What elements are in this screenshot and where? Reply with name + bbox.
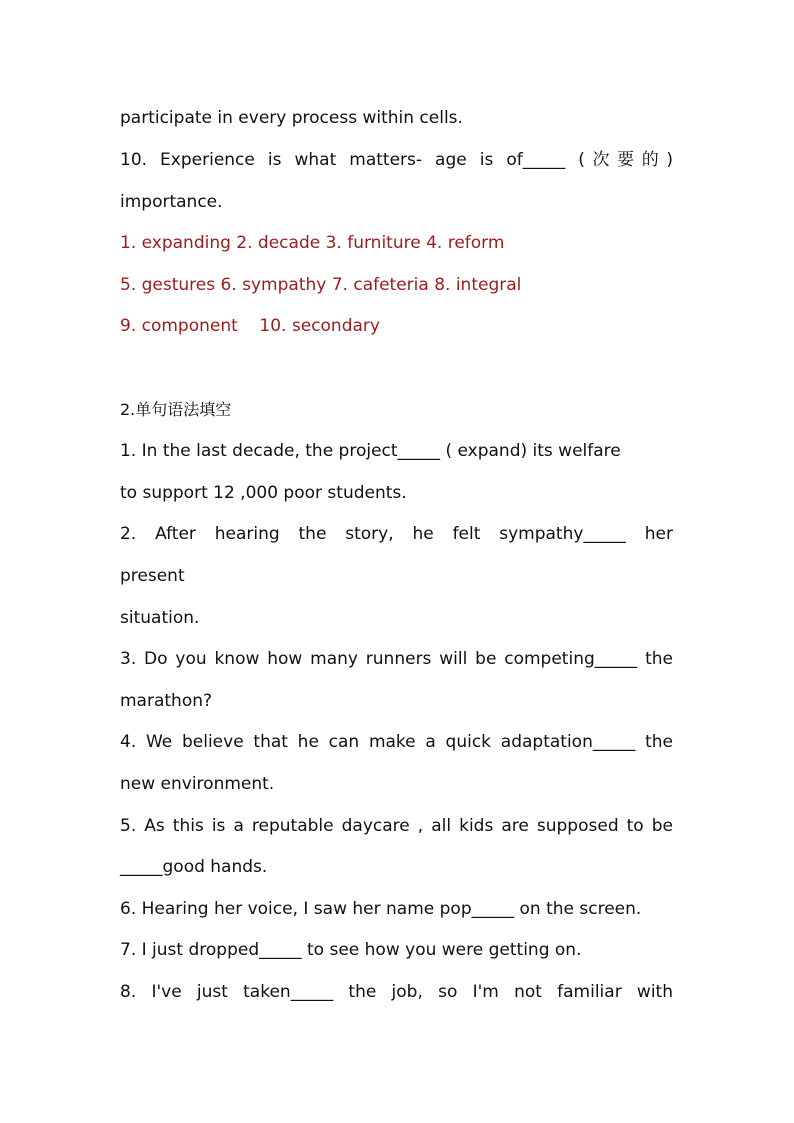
question-3-cont: marathon? (120, 691, 213, 711)
question-4-cont: new environment. (120, 774, 275, 794)
text-line: participate in every process within cells. (120, 108, 463, 128)
question-2-cont: situation. (120, 608, 200, 628)
question-2: 2. After hearing the story, he felt sympathy_____ her (120, 524, 673, 544)
text-line: importance. (120, 192, 223, 212)
question-7: 7. I just dropped_____ to see how you were getting on. (120, 940, 582, 960)
question-6: 6. Hearing her voice, I saw her name pop_____ on the screen. (120, 899, 642, 919)
question-2-cont: present (120, 566, 185, 586)
question-8: 8. I've just taken_____ the job, so I'm not familiar with (120, 982, 673, 1002)
question-10: 10. Experience is what matters- age is of_____ (次要的) (120, 150, 673, 170)
answer-key-line-1: 1. expanding 2. decade 3. furniture 4. reform (120, 233, 505, 253)
answer-key-line-3: 9. component 10. secondary (120, 316, 380, 336)
question-4: 4. We believe that he can make a quick adaptation_____ the (120, 732, 673, 752)
question-1: 1. In the last decade, the project_____ ( expand) its welfare (120, 441, 621, 461)
answer-key-line-2: 5. gestures 6. sympathy 7. cafeteria 8. integral (120, 275, 522, 295)
question-3: 3. Do you know how many runners will be competing_____ the (120, 649, 673, 669)
section-heading: 2.单句语法填空 (120, 400, 232, 419)
question-5-cont: _____good hands. (120, 857, 268, 877)
question-1-cont: to support 12 ,000 poor students. (120, 483, 407, 503)
question-5: 5. As this is a reputable daycare , all kids are supposed to be (120, 816, 673, 836)
